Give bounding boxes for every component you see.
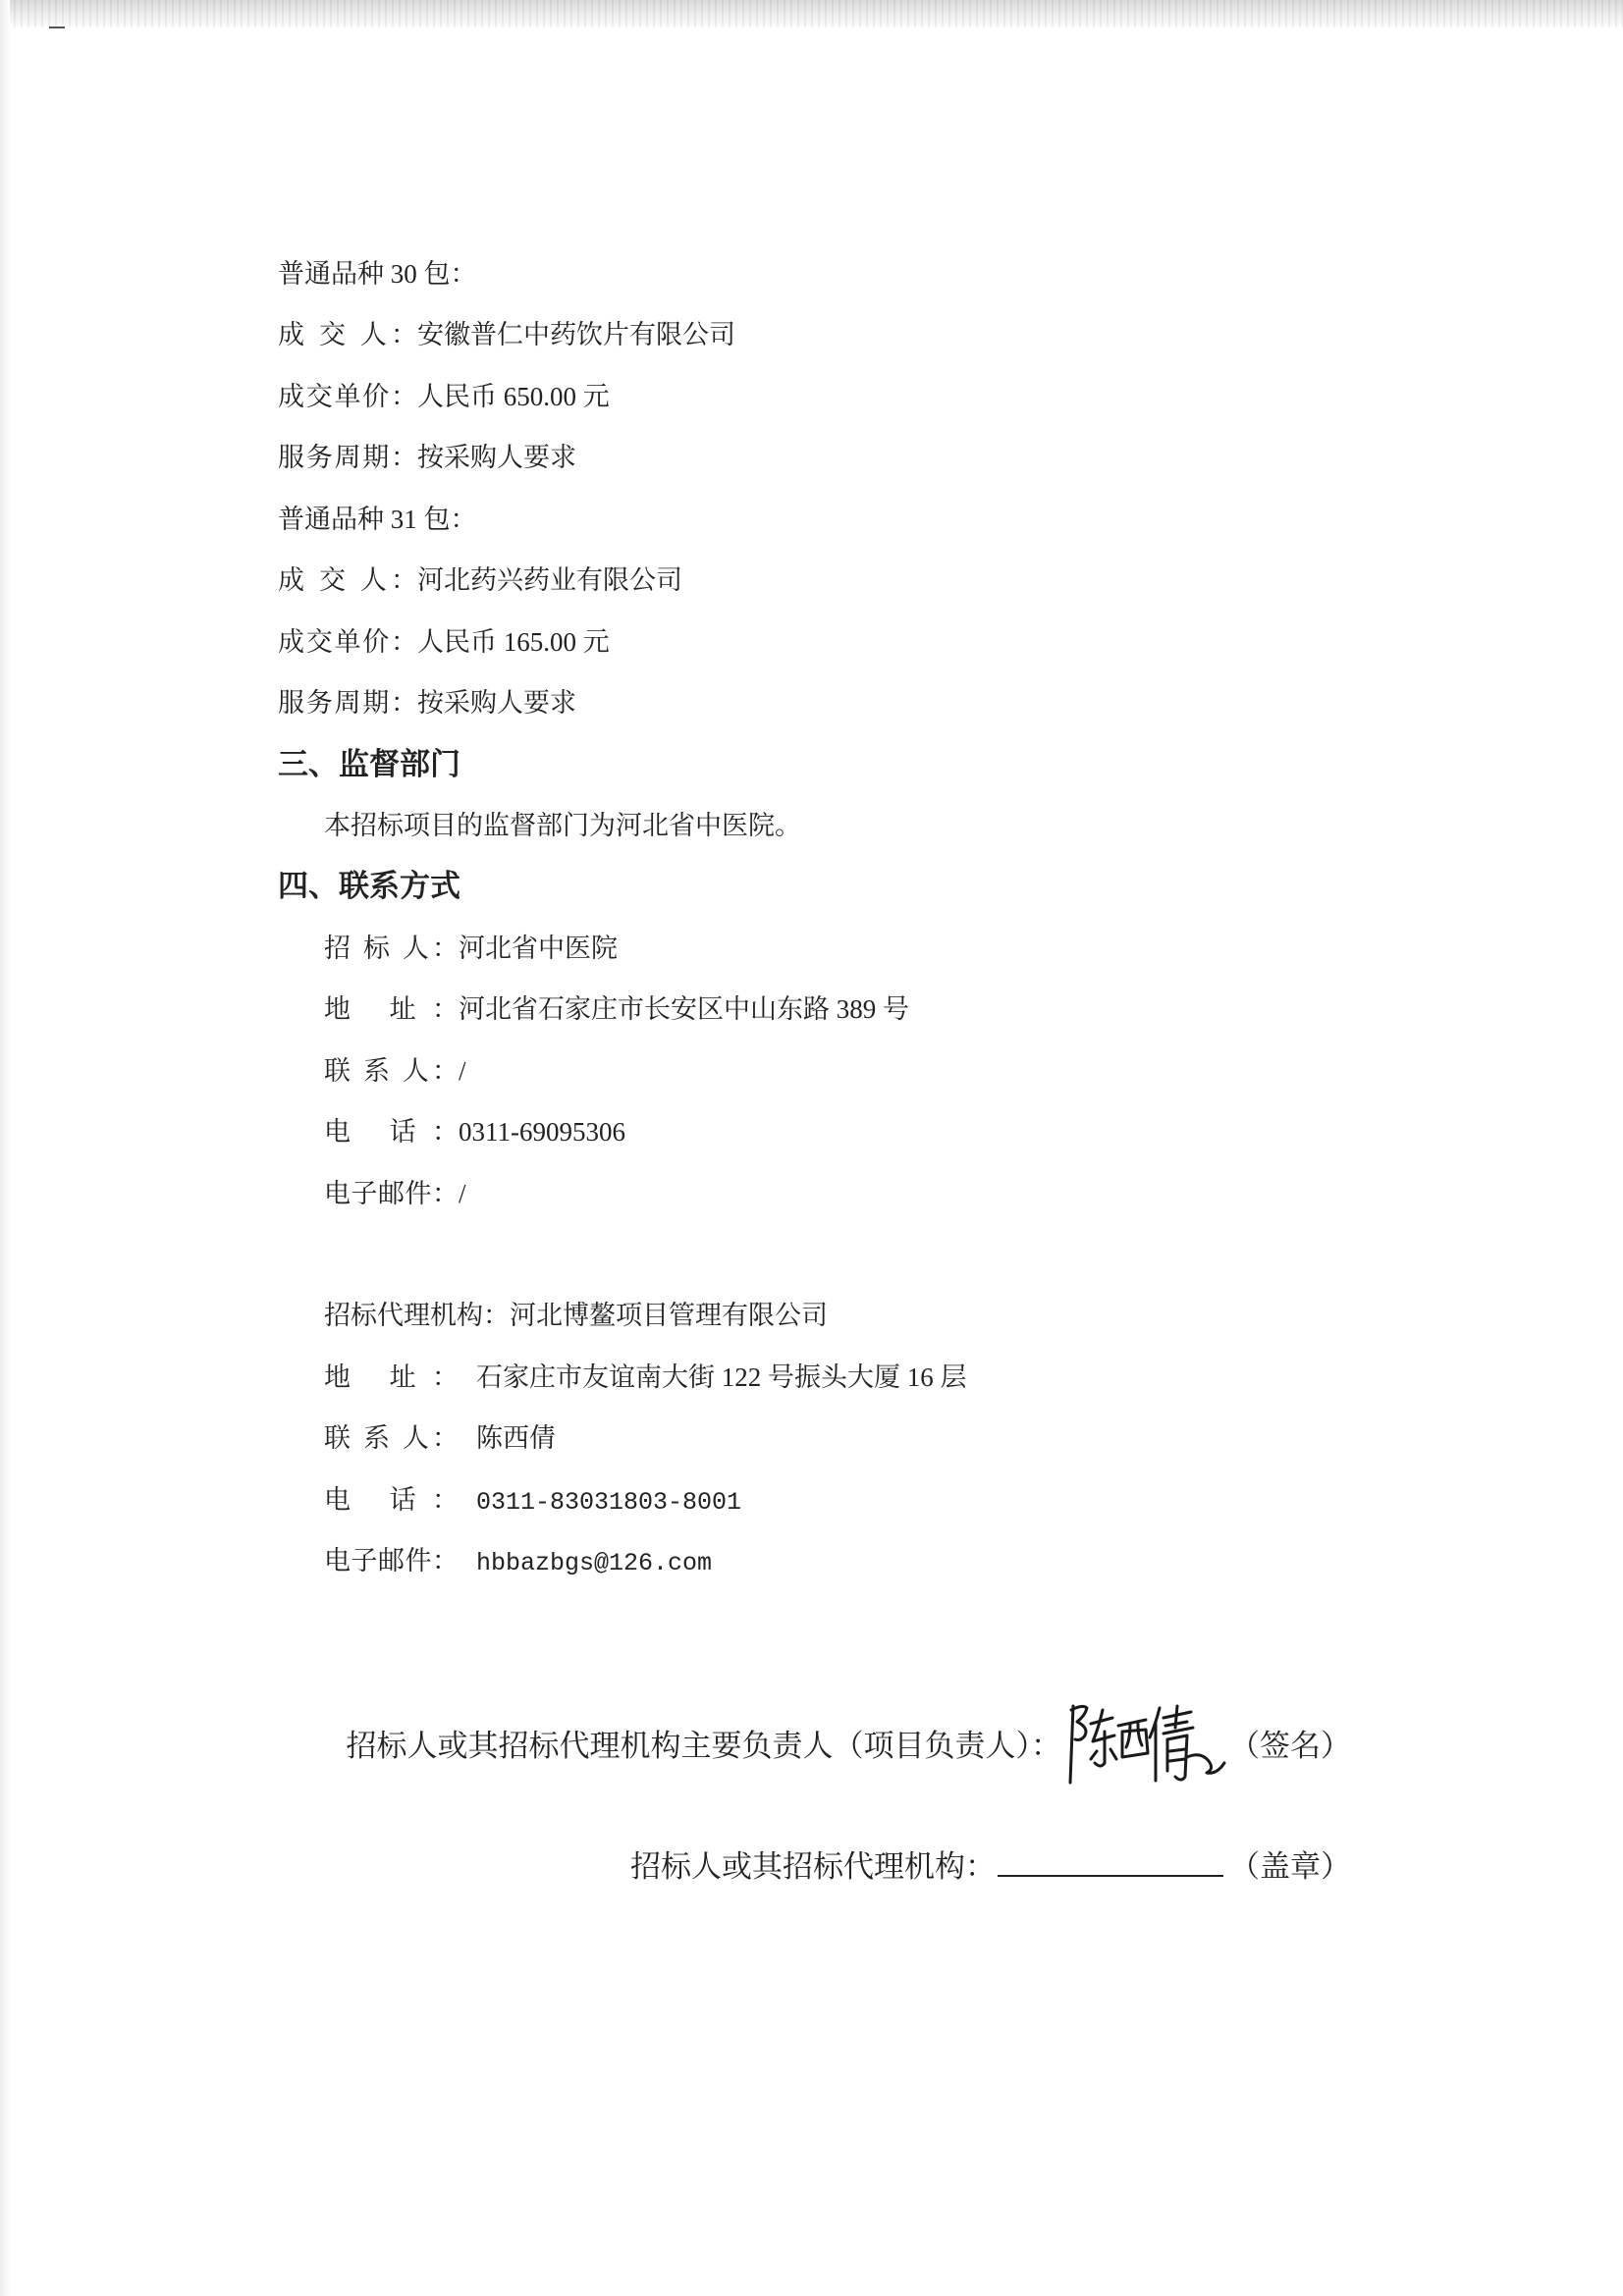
field-label: 电 话： — [324, 1117, 459, 1148]
field-value: / — [459, 1055, 466, 1086]
field-value: 安徽普仁中药饮片有限公司 — [417, 320, 735, 350]
field-value: 按采购人要求 — [417, 443, 576, 473]
agency-title-row — [278, 1285, 1358, 1346]
field-label: 地 址： — [324, 1362, 459, 1392]
scan-left-edge — [0, 0, 10, 2296]
tenderer-row — [278, 1041, 1358, 1101]
handwritten-signature — [1061, 1698, 1229, 1787]
section-heading-supervision: 三、监督部门 — [278, 746, 460, 782]
field-value: hbbazbgs@126.com — [476, 1549, 713, 1578]
seal-suffix: （盖章） — [1229, 1849, 1351, 1884]
field-label: 招 标 人： — [324, 933, 459, 963]
seal-label: 招标人或其招标代理机构： — [630, 1849, 996, 1884]
blank-line — [278, 1224, 1358, 1285]
package-title: 普通品种 30 包： — [278, 259, 477, 289]
award-row — [278, 304, 1358, 365]
award-row — [278, 366, 1358, 427]
signature-label: 招标人或其招标代理机构主要负责人（项目负责人）： — [346, 1728, 1061, 1763]
seal-line — [630, 1847, 1351, 1887]
field-value: 陈西倩 — [476, 1423, 556, 1454]
field-label: 服务周期： — [278, 688, 417, 719]
section-heading-contact: 四、联系方式 — [278, 869, 460, 905]
scan-top-edge — [0, 0, 1623, 27]
tenderer-row — [278, 1101, 1358, 1162]
field-value: 0311-83031803-8001 — [476, 1487, 742, 1517]
field-value: / — [459, 1178, 466, 1208]
field-label: 联 系 人： — [324, 1423, 459, 1454]
tenderer-row — [278, 1163, 1358, 1224]
field-value: 人民币 650.00 元 — [417, 381, 610, 411]
signature-suffix: （签名） — [1229, 1728, 1351, 1763]
award-row — [278, 612, 1358, 672]
field-value: 0311-69095306 — [459, 1117, 625, 1148]
field-label: 地 址： — [324, 994, 459, 1025]
scan-mark — [49, 27, 65, 28]
field-label: 电子邮件： — [324, 1546, 459, 1576]
package-title: 普通品种 31 包： — [278, 504, 477, 534]
field-label: 成 交 人： — [278, 565, 417, 596]
agency-row — [278, 1469, 1358, 1530]
field-value: 石家庄市友谊南大街 122 号振头大厦 16 层 — [476, 1362, 967, 1392]
field-label: 电子邮件： — [324, 1178, 459, 1208]
field-value: 河北省石家庄市长安区中山东路 389 号 — [459, 994, 909, 1025]
tenderer-row — [278, 918, 1358, 979]
field-label: 服务周期： — [278, 443, 417, 473]
award-row — [278, 550, 1358, 611]
agency-row — [278, 1347, 1358, 1408]
field-label: 联 系 人： — [324, 1055, 459, 1086]
award-row — [278, 672, 1358, 733]
seal-blank-underline — [998, 1874, 1223, 1877]
agency-row — [278, 1408, 1358, 1468]
field-value: 河北药兴药业有限公司 — [417, 565, 682, 596]
tenderer-row — [278, 979, 1358, 1040]
award-row — [278, 427, 1358, 488]
field-label: 电 话： — [324, 1484, 459, 1515]
field-label: 成 交 人： — [278, 320, 417, 350]
field-label: 成交单价： — [278, 626, 417, 657]
field-value: 河北博鳌项目管理有限公司 — [510, 1301, 828, 1331]
field-value: 按采购人要求 — [417, 688, 576, 719]
signature-line — [347, 1698, 1352, 1787]
document-body — [278, 243, 1358, 1592]
field-value: 人民币 165.00 元 — [417, 626, 610, 657]
field-label: 成交单价： — [278, 381, 417, 411]
field-label: 招标代理机构： — [324, 1301, 510, 1331]
supervision-text: 本招标项目的监督部门为河北省中医院。 — [324, 810, 801, 840]
field-value: 河北省中医院 — [459, 933, 618, 963]
agency-row — [278, 1530, 1358, 1591]
